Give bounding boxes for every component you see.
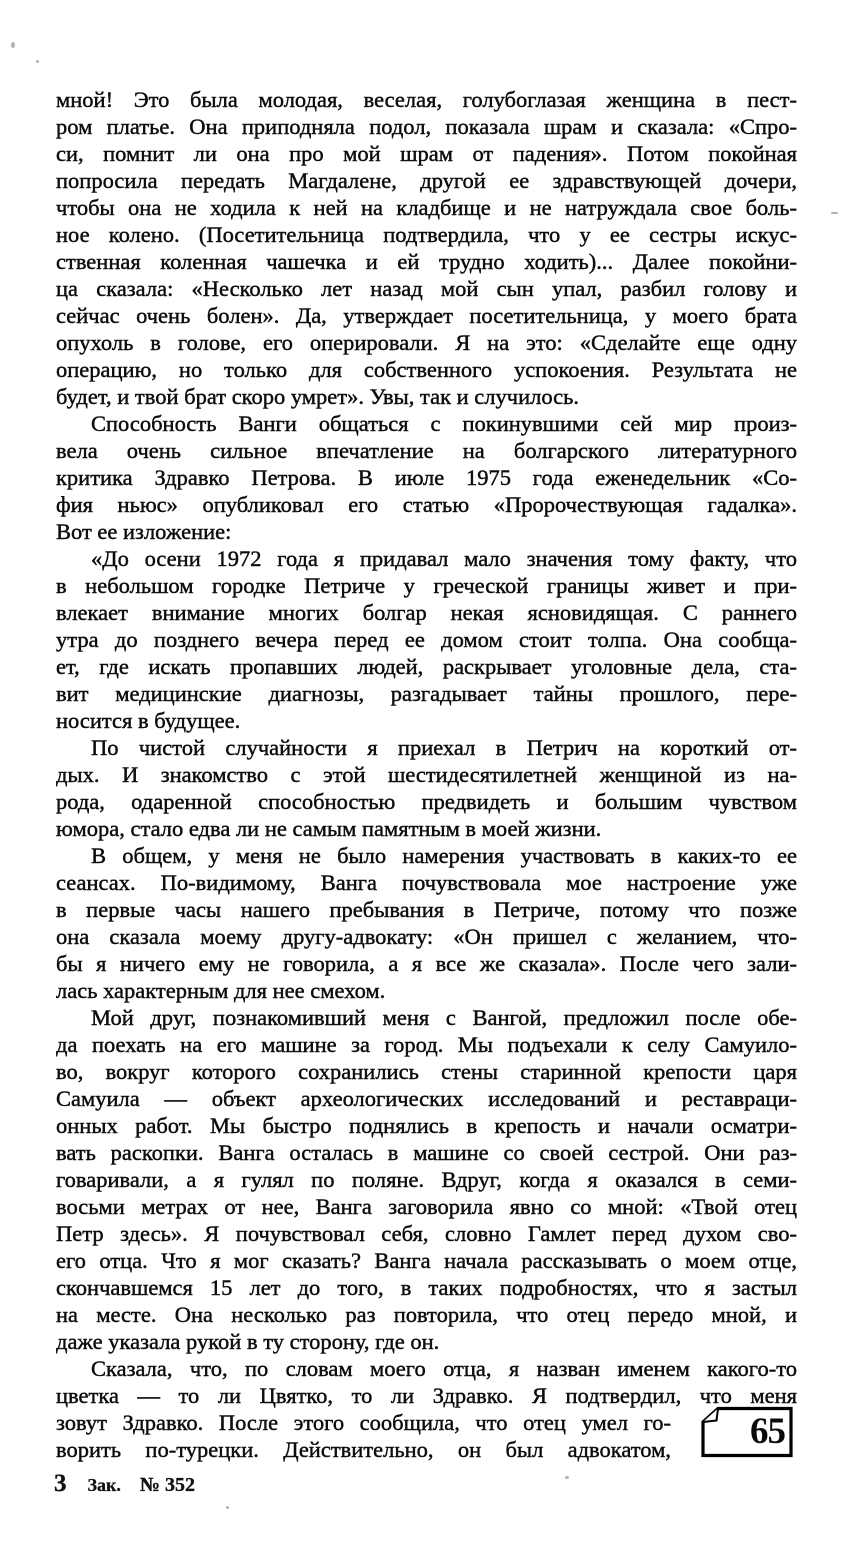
- text-line: во, вокруг которого сохранились стены старинной крепости царя: [56, 1059, 797, 1084]
- paragraph: [56, 842, 797, 1004]
- text-line: ворить по-турецки. Действительно, он был адвокатом,: [56, 1437, 671, 1462]
- scan-speck: [226, 1506, 229, 1509]
- text-line: его отца. Что я мог сказать? Ванга начала рассказывать о моем отце,: [56, 1248, 797, 1273]
- text-line: Самуила — объект археологических исследований и реставраци-: [56, 1086, 797, 1111]
- text-line: влекает внимание многих болгар некая ясновидящая. С раннего: [56, 600, 797, 625]
- scan-speck: [11, 42, 15, 48]
- text-line: Способность Ванги общаться с покинувшими сей мир произ-: [91, 411, 797, 436]
- text-line: си, помнит ли она про мой шрам от падения». Потом покойная: [56, 141, 797, 166]
- text-line: дых. И знакомство с этой шестидесятилетней женщиной из на-: [56, 762, 797, 787]
- text-line: Мой друг, познакомивший меня с Вангой, предложил после обе-: [91, 1005, 797, 1030]
- print-signature-line: [54, 1470, 195, 1498]
- text-line: сейчас очень болен». Да, утверждает посетительница, у моего брата: [56, 303, 797, 328]
- scan-speck: [36, 60, 39, 63]
- text-block: [56, 86, 797, 1463]
- text-line: она сказала моему другу-адвокату: «Он пришел с желанием, что-: [56, 924, 797, 949]
- scan-speck: [565, 1476, 569, 1479]
- order-number: № 352: [139, 1474, 195, 1496]
- text-line: ром платье. Она приподняла подол, показала шрам и сказала: «Спро-: [56, 114, 797, 139]
- text-line: сеансах. По-видимому, Ванга почувствовала мое настроение уже: [56, 870, 797, 895]
- text-line: фия ньюс» опубликовал его статью «Пророчествующая гадалка».: [56, 492, 797, 517]
- text-line: ное колено. (Посетительница подтвердила, что у ее сестры искус-: [56, 222, 797, 247]
- text-line: ственная коленная чашечка и ей трудно ходить)... Далее покойни-: [56, 249, 797, 274]
- text-line: цветка — то ли Цвятко, то ли Здравко. Я подтвердил, что меня: [56, 1383, 797, 1408]
- text-line: говаривали, а я гулял по поляне. Вдруг, когда я оказался в семи-: [56, 1167, 797, 1192]
- text-line: бы я ничего ему не говорила, а я все же сказала». После чего зали-: [56, 951, 797, 976]
- page-number-box: [700, 1406, 794, 1458]
- text-line: онных работ. Мы быстро поднялись в крепость и начали осматри-: [56, 1113, 797, 1138]
- text-line: мной! Это была молодая, веселая, голубоглазая женщина в пест-: [56, 87, 797, 112]
- text-line: юмора, стало едва ли не самым памятным в моей жизни.: [56, 816, 602, 841]
- text-line: ца сказала: «Несколько лет назад мой сын упал, разбил голову и: [56, 276, 797, 301]
- text-line: лась характерным для нее смехом.: [56, 978, 386, 1003]
- page-number: 65: [750, 1411, 785, 1452]
- signature-label: Зак.: [87, 1475, 121, 1495]
- text-line: на месте. Она несколько раз повторила, что отец передо мной, и: [56, 1302, 797, 1327]
- paragraph: [56, 545, 797, 734]
- paragraph: [56, 734, 797, 842]
- text-line: «До осени 1972 года я придавал мало значения тому факту, что: [91, 546, 797, 571]
- text-line: Сказала, что, по словам моего отца, я назван именем какого-то: [91, 1356, 797, 1381]
- text-line: По чистой случайности я приехал в Петрич на короткий от-: [91, 735, 797, 760]
- scan-speck: [831, 212, 838, 214]
- text-line: вела очень сильное впечатление на болгарского литературного: [56, 438, 797, 463]
- text-line: да поехать на его машине за город. Мы подъехали к селу Самуило-: [56, 1032, 797, 1057]
- text-line: попросила передать Магдалене, другой ее здравствующей дочери,: [56, 168, 797, 193]
- text-line: в первые часы нашего пребывания в Петриче, потому что позже: [56, 897, 797, 922]
- text-line: чтобы она не ходила к ней на кладбище и не натруждала свое боль-: [56, 195, 797, 220]
- text-line: вит медицинские диагнозы, разгадывает тайны прошлого, пере-: [56, 681, 797, 706]
- text-line: Вот ее изложение:: [56, 519, 232, 544]
- text-line: в небольшом городке Петриче у греческой границы живет и при-: [56, 573, 797, 598]
- text-line: ет, где искать пропавших людей, раскрывает уголовные дела, ста-: [56, 654, 797, 679]
- text-line: В общем, у меня не было намерения участвовать в каких-то ее: [91, 843, 797, 868]
- text-line: опухоль в голове, его оперировали. Я на это: «Сделайте еще одну: [56, 330, 797, 355]
- signature-number: 3: [54, 1470, 67, 1497]
- text-line: носится в будущее.: [56, 708, 241, 733]
- paragraph: [56, 410, 797, 545]
- paragraph: [56, 86, 797, 410]
- text-line: критика Здравко Петрова. В июле 1975 года еженедельник «Со-: [56, 465, 797, 490]
- text-line: операцию, но только для собственного успокоения. Результата не: [56, 357, 797, 382]
- paragraph: [56, 1004, 797, 1355]
- text-line: даже указала рукой в ту сторону, где он.: [56, 1329, 440, 1354]
- text-line: скончавшемся 15 лет до того, в таких подробностях, что я застыл: [56, 1275, 797, 1300]
- text-line: будет, и твой брат скоро умрет». Увы, так и случилось.: [56, 384, 580, 409]
- text-line: зовут Здравко. После этого сообщила, что отец умел го-: [56, 1410, 671, 1435]
- text-line: рода, одаренной способностью предвидеть и большим чувством: [56, 789, 797, 814]
- paragraph: [56, 1355, 797, 1463]
- text-line: Петр здесь». Я почувствовал себя, словно Гамлет перед духом сво-: [56, 1221, 797, 1246]
- text-line: утра до позднего вечера перед ее домом стоит толпа. Она сообща-: [56, 627, 797, 652]
- text-line: восьми метрах от нее, Ванга заговорила явно со мной: «Твой отец: [56, 1194, 797, 1219]
- text-line: вать раскопки. Ванга осталась в машине со своей сестрой. Они раз-: [56, 1140, 797, 1165]
